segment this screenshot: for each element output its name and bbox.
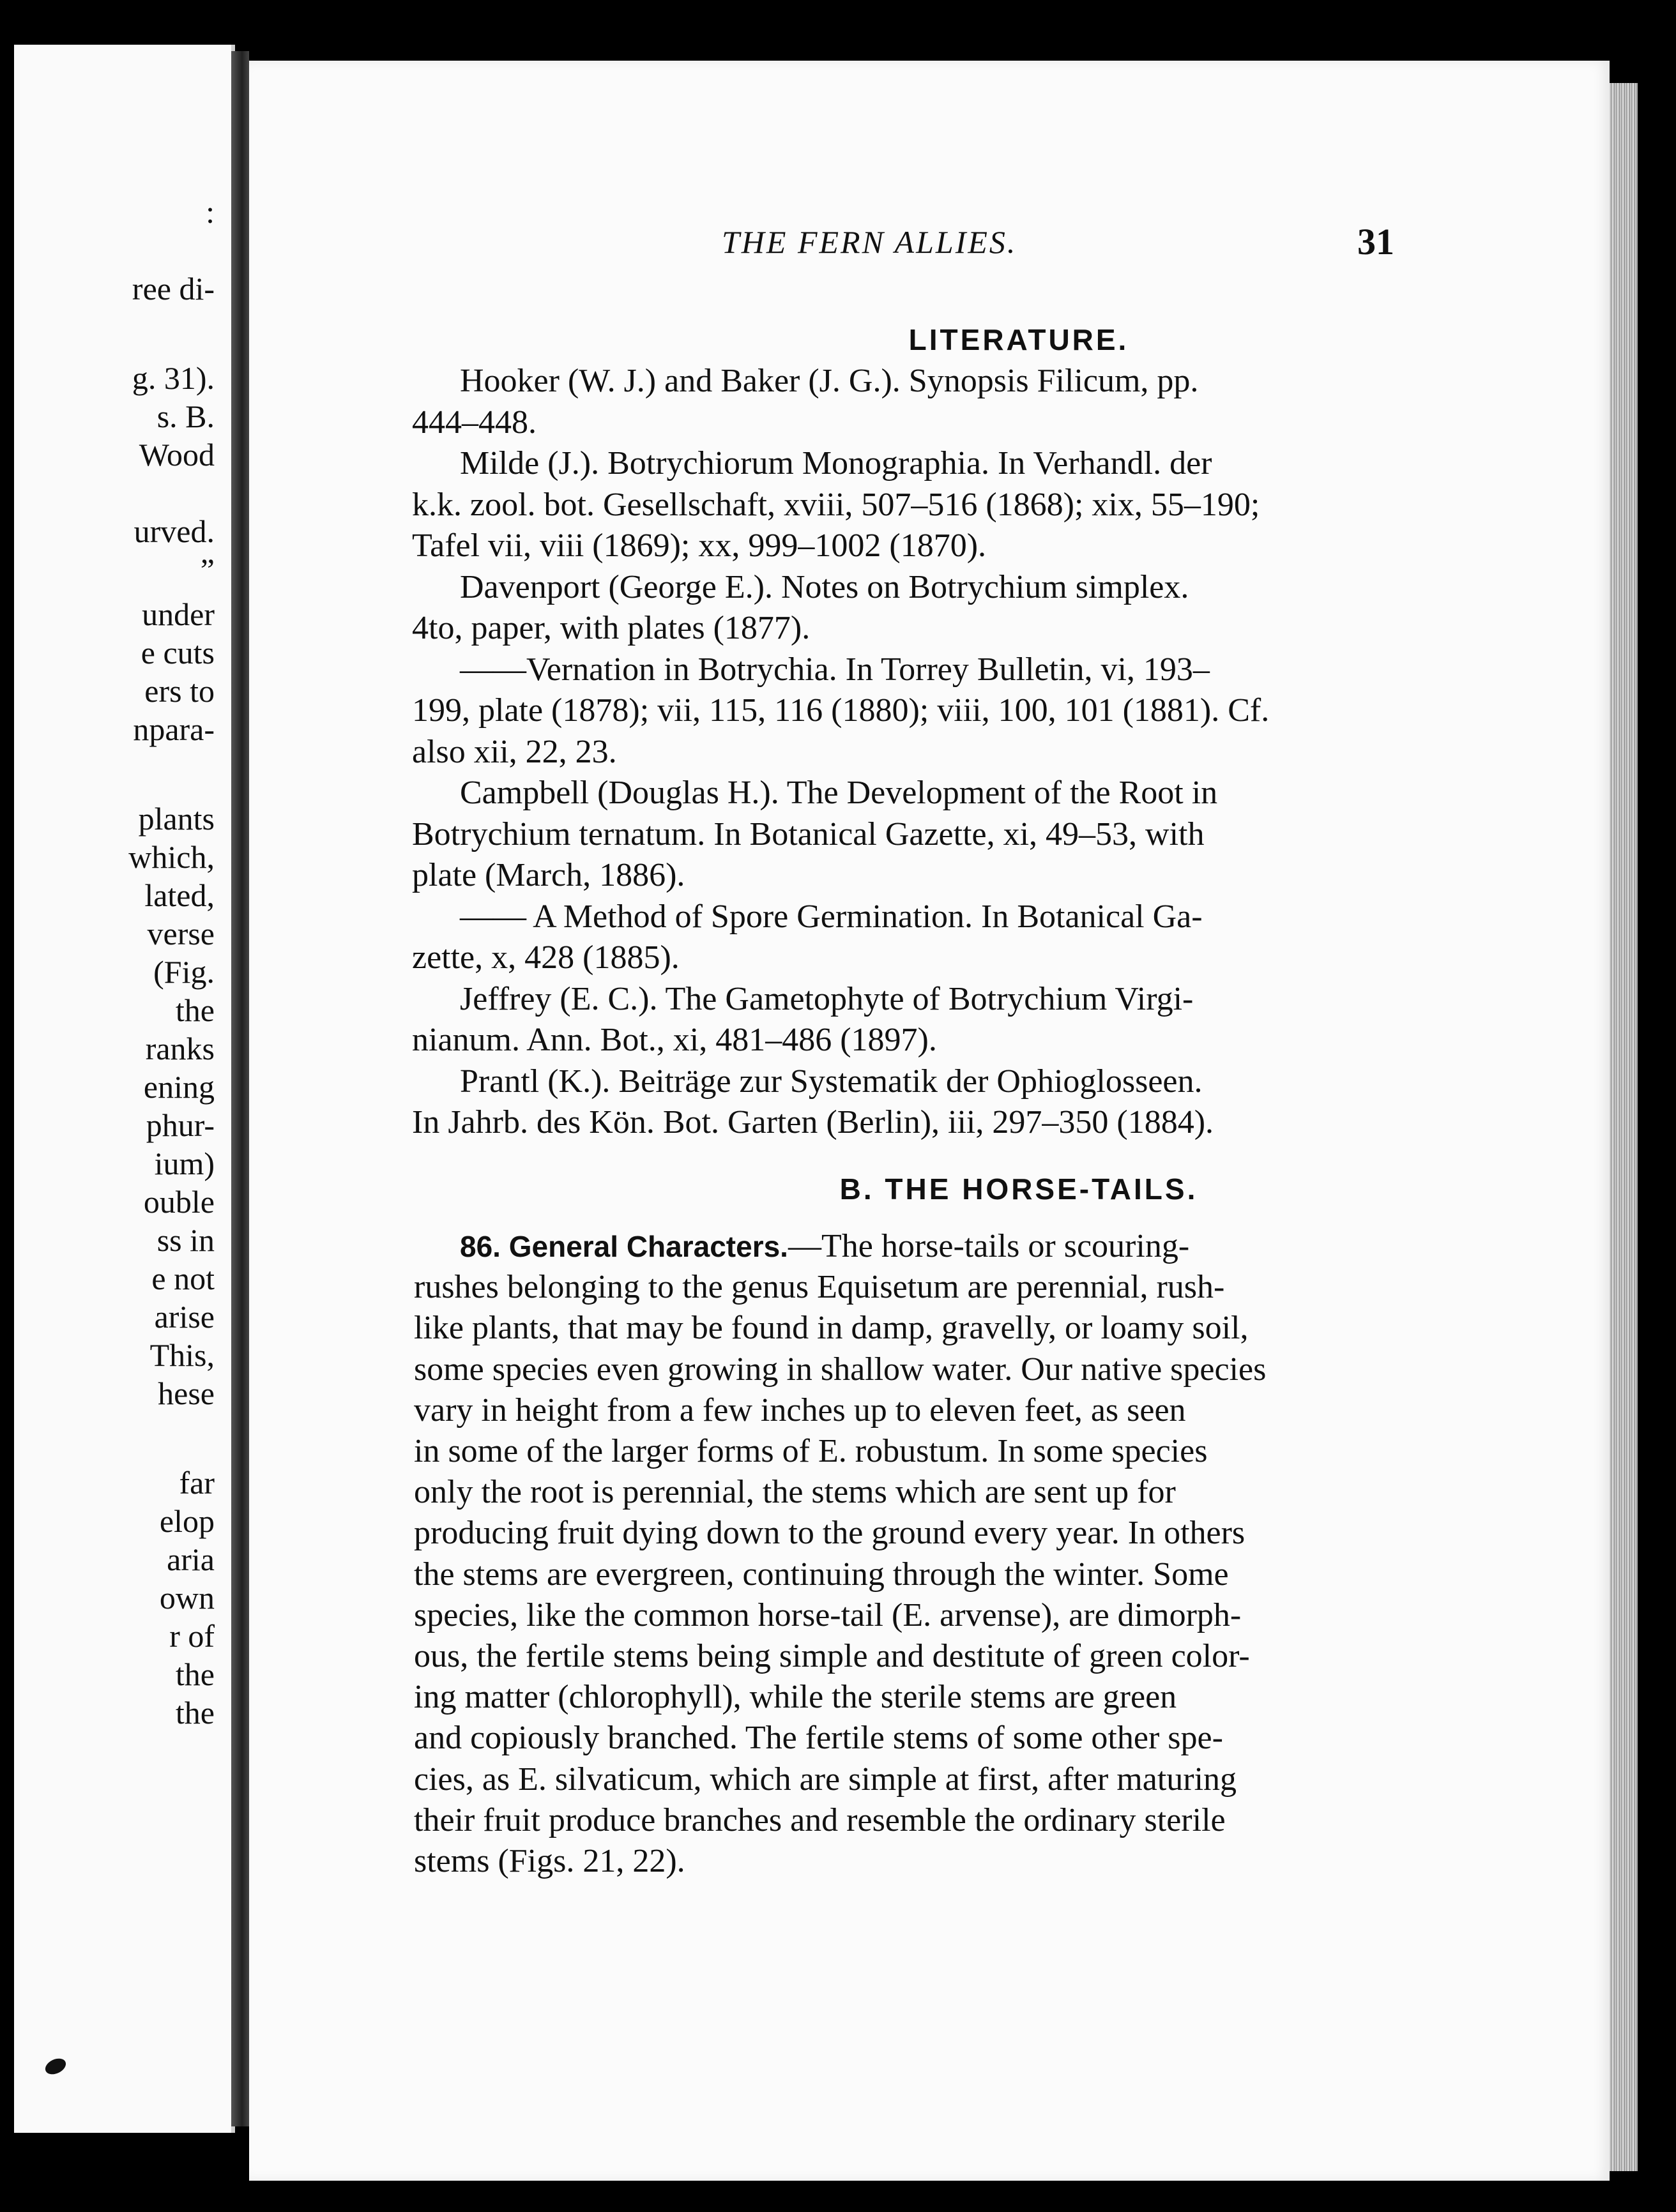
facing-page-text-fragment: which, [128, 839, 215, 875]
facing-page-text-fragment: urved. [133, 513, 215, 549]
facing-page-text-fragment: far [179, 1465, 215, 1501]
facing-page-text-fragment: : [206, 194, 215, 230]
literature-line: plate (March, 1886). [412, 857, 685, 893]
paragraph-title: General Characters. [508, 1230, 788, 1263]
paragraph-line: rushes belonging to the genus Equisetum are perennial, rush- [414, 1269, 1225, 1306]
facing-page-text-fragment: ouble [143, 1184, 215, 1220]
paragraph-line: ous, the fertile stems being simple and destitute of green color- [414, 1638, 1250, 1674]
facing-page-text-fragment: ss in [156, 1222, 215, 1258]
book-gutter [231, 51, 249, 2126]
paragraph-first-line [460, 1226, 1189, 1267]
page-number: 31 [1357, 221, 1394, 262]
paragraph-number: 86. [460, 1230, 509, 1263]
facing-page-text-fragment: under [142, 596, 215, 632]
facing-page-text-fragment: ” [200, 552, 215, 587]
facing-page-text-fragment: ree di- [132, 271, 215, 307]
facing-page-text-fragment: ranks [145, 1031, 215, 1066]
paragraph-line: stems (Figs. 21, 22). [414, 1843, 685, 1879]
paragraph-line: only the root is perennial, the stems which are sent up for [414, 1474, 1176, 1511]
facing-page-text-fragment: e cuts [141, 635, 215, 670]
literature-line: Tafel vii, viii (1869); xx, 999–1002 (1870). [412, 527, 987, 564]
literature-line: 4to, paper, with plates (1877). [412, 610, 811, 646]
literature-line: —— A Method of Spore Germination. In Botanical Ga- [460, 898, 1203, 935]
paragraph-line: vary in height from a few inches up to eleven feet, as seen [414, 1391, 1186, 1428]
paragraph-line: in some of the larger forms of E. robustum. In some species [414, 1433, 1208, 1469]
facing-page-text-fragment: r of [169, 1618, 215, 1654]
facing-page-text-fragment: phur- [146, 1107, 215, 1143]
paragraph-line: some species even growing in shallow water. Our native species [414, 1351, 1267, 1388]
facing-page-text-fragment: aria [167, 1542, 215, 1577]
literature-line: Prantl (K.). Beiträge zur Systematik der Ophioglosseen. [460, 1063, 1203, 1100]
literature-line: Milde (J.). Botrychiorum Monographia. In Verhandl. der [460, 445, 1212, 481]
facing-page-fragment [14, 45, 235, 2133]
paragraph-line: their fruit produce branches and resemble the ordinary sterile [414, 1801, 1226, 1838]
facing-page-text-fragment: ium) [154, 1146, 215, 1181]
facing-page-text-fragment: the [175, 992, 215, 1028]
facing-page-text-fragment: lated, [144, 877, 215, 913]
facing-page-text-fragment: own [159, 1580, 215, 1616]
literature-line: Davenport (George E.). Notes on Botrychium simplex. [460, 568, 1189, 605]
literature-line: In Jahrb. des Kön. Bot. Garten (Berlin), iii, 297–350 (1884). [412, 1104, 1214, 1140]
literature-line: also xii, 22, 23. [412, 733, 617, 770]
literature-line: ——Vernation in Botrychia. In Torrey Bulletin, vi, 193– [460, 651, 1210, 688]
facing-page-text-fragment: (Fig. [153, 954, 215, 990]
facing-page-text-fragment: This, [149, 1337, 215, 1373]
literature-line: 444–448. [412, 404, 537, 441]
paragraph-line: like plants, that may be found in damp, gravelly, or loamy soil, [414, 1310, 1249, 1347]
literature-line: nianum. Ann. Bot., xi, 481–486 (1897). [412, 1022, 937, 1058]
facing-page-text-fragment: arise [154, 1299, 215, 1335]
facing-page-text-fragment: ening [143, 1069, 215, 1105]
paragraph-line: cies, as E. silvaticum, which are simple at first, after maturing [414, 1761, 1237, 1798]
literature-line: Campbell (Douglas H.). The Development of the Root in [460, 775, 1218, 811]
facing-page-text-fragment: Wood [139, 437, 215, 473]
literature-line: k.k. zool. bot. Gesellschaft, xviii, 507–516 (1868); xix, 55–190; [412, 486, 1260, 523]
facing-page-text-fragment: ers to [144, 673, 215, 709]
facing-page-text-fragment: s. B. [156, 398, 215, 434]
facing-page-text-fragment: elop [159, 1503, 215, 1539]
paragraph-line: and copiously branched. The fertile stems of some other spe- [414, 1720, 1223, 1757]
facing-page-text-fragment: plants [138, 801, 215, 837]
paragraph-line: species, like the common horse-tail (E. arvense), are dimorph- [414, 1596, 1242, 1633]
literature-line: zette, x, 428 (1885). [412, 939, 680, 976]
paragraph-text: —The horse-tails or scouring- [788, 1228, 1190, 1264]
section-heading: B. THE HORSE-TAILS. [839, 1172, 1198, 1206]
facing-page-text-fragment: verse [147, 916, 215, 951]
paragraph-line: the stems are evergreen, continuing through the winter. Some [414, 1556, 1229, 1593]
facing-page-text-fragment: e not [151, 1261, 215, 1296]
facing-page-text-fragment: hese [158, 1375, 215, 1411]
page-edge-stack [1610, 83, 1638, 2171]
facing-page-text-fragment: the [175, 1656, 215, 1692]
facing-page-text-fragment: g. 31). [132, 360, 215, 396]
facing-page-text-fragment: the [175, 1695, 215, 1731]
literature-line: Botrychium ternatum. In Botanical Gazette, xi, 49–53, with [412, 815, 1205, 852]
literature-line: 199, plate (1878); vii, 115, 116 (1880); viii, 100, 101 (1881). Cf. [412, 692, 1270, 729]
literature-heading: LITERATURE. [908, 323, 1129, 356]
facing-page-text-fragment: npara- [133, 711, 215, 747]
paragraph-line: ing matter (chlorophyll), while the sterile stems are green [414, 1679, 1177, 1716]
literature-line: Hooker (W. J.) and Baker (J. G.). Synopsis Filicum, pp. [460, 363, 1199, 399]
paragraph-line: producing fruit dying down to the ground every year. In others [414, 1515, 1246, 1552]
literature-line: Jeffrey (E. C.). The Gametophyte of Botrychium Virgi- [460, 980, 1194, 1017]
running-head: THE FERN ALLIES. [722, 224, 1017, 260]
